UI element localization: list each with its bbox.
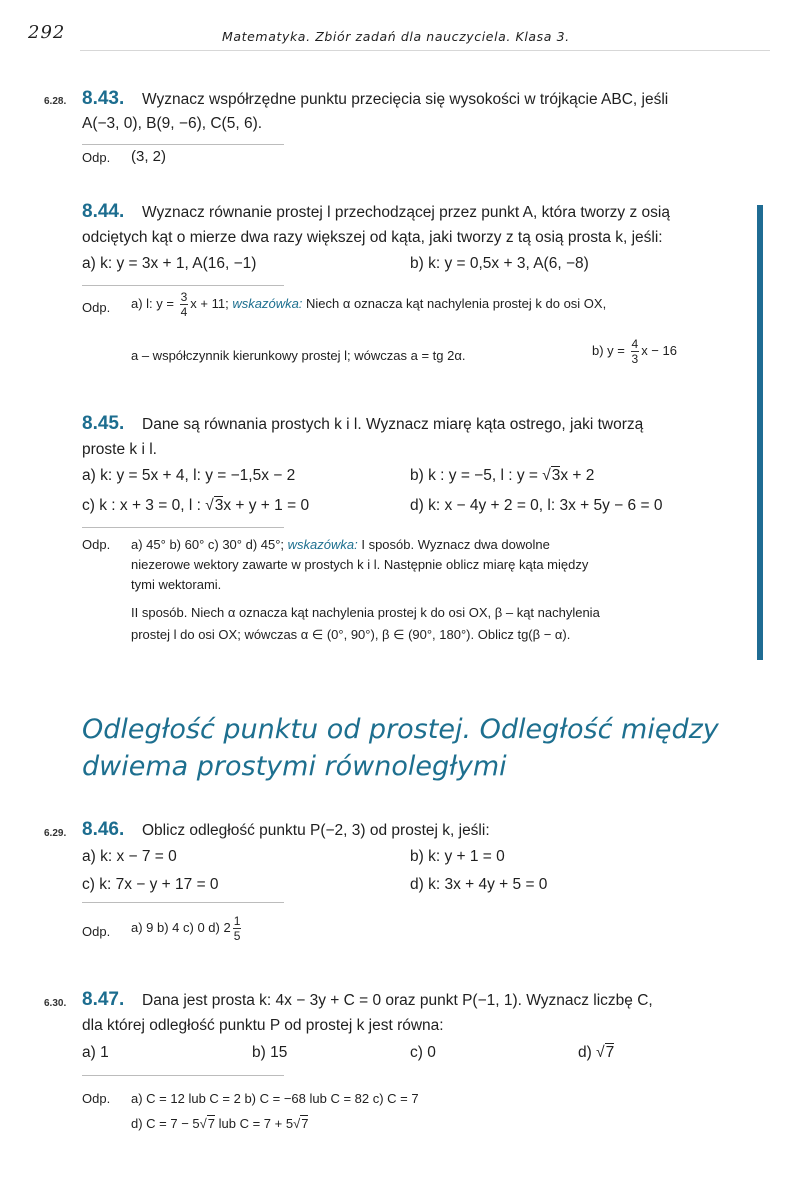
answer-divider [82,285,284,286]
answer-label: Odp. [82,924,111,939]
exercise-item-b: b) k: y = 0,5x + 3, A(6, −8) [410,255,589,272]
exercise-text: A(−3, 0), B(9, −6), C(5, 6). [82,115,263,132]
answer-label: Odp. [82,300,111,315]
exercise-item-d: d) k: 3x + 4y + 5 = 0 [410,876,548,893]
exercise-number: 8.44. [82,201,125,222]
exercise-number: 8.45. [82,413,125,434]
answer-label: Odp. [82,1091,111,1106]
answer-divider [82,1075,284,1076]
answer-divider [82,527,284,528]
answer-text: a) 9 b) 4 c) 0 d) 2 $\frac{1}{5}$ [131,914,241,943]
answer-text: a – współczynnik kierunkowy prostej l; wówczas a = tg 2α. [131,348,466,363]
exercise-side-number: 6.28. [44,96,67,107]
exercise-side-number: 6.30. [44,998,67,1009]
answer-text: a) 45° b) 60° c) 30° d) 45°; wskazówka: I sposób. Wyznacz dwa dowolne [131,537,550,552]
exercise-item-c: c) k: 7x − y + 17 = 0 [82,876,219,893]
answer-text: II sposób. Niech α oznacza kąt nachylenia prostej k do osi OX, β – kąt nachylenia [131,605,600,620]
header-divider [80,50,770,51]
section-heading: Odległość punktu od prostej. Odległość między [82,714,719,745]
page-number: 292 [28,22,66,43]
exercise-item-a: a) k: x − 7 = 0 [82,848,177,865]
answer-label: Odp. [82,150,111,165]
answer-text: a) l: y = $\frac{3}{4}$ x + 11; wskazówka: Niech α oznacza kąt nachylenia prostej k do osi OX, [131,290,607,319]
answer-text: prostej l do osi OX; wówczas α ∈ (0°, 90°), β ∈ (90°, 180°). Oblicz tg(β − α). [131,627,571,642]
exercise-text: Dana jest prosta k: 4x − 3y + C = 0 oraz punkt P(−1, 1). Wyznacz liczbę C, [142,992,653,1009]
exercise-text: Dane są równania prostych k i l. Wyznacz miarę kąta ostrego, jaki tworzą [142,416,644,433]
exercise-text: odciętych kąt o mierze dwa razy większej od kąta, jaki tworzy z tą osią prosta k, jeśli: [82,229,663,246]
exercise-text: Wyznacz współrzędne punktu przecięcia się wysokości w trójkącie ABC, jeśli [142,91,669,108]
exercise-text: Wyznacz równanie prostej l przechodzącej przez punkt A, która tworzy z osią [142,204,670,221]
exercise-item-a: a) 1 [82,1044,109,1061]
running-header-title: Matematyka. Zbiór zadań dla nauczyciela. Klasa 3. [222,29,570,44]
exercise-side-number: 6.29. [44,828,67,839]
exercise-item-c: c) k : x + 3 = 0, l : √3x + y + 1 = 0 [82,497,310,514]
answer-text: niezerowe wektory zawarte w prostych k i l. Następnie oblicz miarę kąta między [131,557,589,572]
exercise-item-b: b) k: y + 1 = 0 [410,848,505,865]
answer-text: (3, 2) [131,148,167,165]
exercise-item-b: b) 15 [252,1044,288,1061]
exercise-item-a: a) k: y = 5x + 4, l: y = −1,5x − 2 [82,467,296,484]
exercise-text: Oblicz odległość punktu P(−2, 3) od prostej k, jeśli: [142,822,490,839]
exercise-item-d: d) √7 [578,1044,615,1061]
exercise-text: dla której odległość punktu P od prostej k jest równa: [82,1017,444,1034]
exercise-number: 8.46. [82,819,125,840]
exercise-item-a: a) k: y = 3x + 1, A(16, −1) [82,255,257,272]
exercise-item-d: d) k: x − 4y + 2 = 0, l: 3x + 5y − 6 = 0 [410,497,663,514]
answer-text: a) C = 12 lub C = 2 b) C = −68 lub C = 82 c) C = 7 [131,1091,419,1106]
answer-label: Odp. [82,537,111,552]
answer-text: b) y = $\frac{4}{3}$ x − 16 [592,337,677,366]
exercise-number: 8.47. [82,989,125,1010]
section-heading: dwiema prostymi równoległymi [82,751,507,782]
margin-marker-bar [757,205,763,660]
answer-text: tymi wektorami. [131,577,222,592]
exercise-item-c: c) 0 [410,1044,436,1061]
exercise-number: 8.43. [82,88,125,109]
answer-text: d) C = 7 − 5√7 lub C = 7 + 5√7 [131,1116,309,1131]
exercise-text: proste k i l. [82,441,157,458]
answer-divider [82,902,284,903]
answer-divider [82,144,284,145]
exercise-item-b: b) k : y = −5, l : y = √3x + 2 [410,467,595,484]
